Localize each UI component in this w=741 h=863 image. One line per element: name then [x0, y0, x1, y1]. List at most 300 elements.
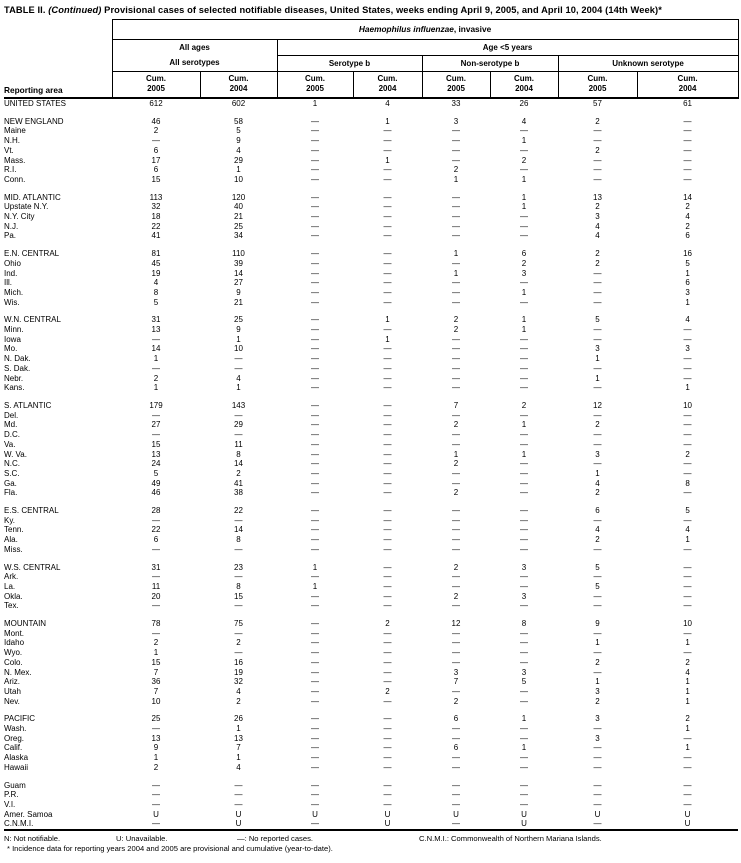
value-cell: 25: [234, 221, 243, 231]
reporting-area-cell: S. Dak.: [4, 363, 31, 373]
value-cell: 28: [151, 506, 161, 516]
value-cell: —: [311, 724, 319, 734]
value-cell: —: [452, 430, 460, 440]
value-cell: U: [235, 819, 242, 829]
col-header-cum-2004: Cum. 2004: [637, 72, 738, 99]
value-cell: 49: [151, 478, 161, 488]
value-cell: 2: [595, 420, 600, 430]
value-cell: —: [311, 714, 319, 724]
col-header-cum-2005: Cum. 2005: [558, 72, 637, 99]
value-cell: 1: [385, 155, 390, 165]
value-cell: —: [593, 268, 602, 278]
value-cell: —: [593, 762, 602, 772]
value-cell: —: [383, 601, 392, 611]
value-cell: —: [234, 363, 243, 373]
value-cell: —: [152, 334, 160, 344]
value-cell: 5: [153, 297, 159, 307]
value-cell: —: [593, 753, 602, 763]
value-cell: 46: [151, 488, 161, 498]
value-cell: —: [452, 780, 460, 790]
value-cell: —: [593, 628, 602, 638]
table-row: [4, 401, 738, 411]
value-cell: —: [311, 790, 319, 800]
value-cell: 143: [231, 400, 246, 410]
value-cell: 5: [595, 315, 600, 325]
value-cell: 14: [234, 459, 243, 469]
value-cell: —: [452, 762, 460, 772]
value-cell: —: [383, 525, 392, 535]
table-row: [4, 687, 738, 697]
value-cell: 32: [151, 202, 161, 212]
value-cell: —: [152, 819, 160, 829]
table-row: [4, 259, 738, 269]
value-cell: —: [683, 325, 692, 335]
value-cell: —: [683, 410, 692, 420]
reporting-area-cell: Wis.: [4, 297, 20, 307]
table-title-number: TABLE II.: [4, 5, 46, 15]
value-cell: 39: [234, 258, 243, 268]
value-cell: 10: [234, 174, 243, 184]
value-cell: 32: [234, 677, 243, 687]
table-row: [4, 278, 738, 288]
value-cell: 2: [595, 488, 600, 498]
section-gap: [4, 307, 738, 315]
reporting-area-cell: V.I.: [4, 800, 16, 809]
table-row: [4, 364, 738, 374]
value-cell: —: [383, 743, 392, 753]
value-cell: —: [311, 572, 319, 582]
value-cell: 120: [231, 192, 246, 202]
value-cell: 7: [453, 677, 459, 687]
value-cell: —: [234, 544, 243, 554]
col-header-cum-2004: Cum. 2004: [200, 72, 277, 99]
value-cell: —: [593, 278, 602, 288]
reporting-area-cell: N.H.: [4, 136, 20, 146]
value-cell: 2: [685, 449, 690, 459]
value-cell: 2: [453, 325, 459, 335]
footnote-not-notifiable: N: Not notifiable.: [4, 834, 61, 844]
value-cell: —: [593, 383, 602, 393]
value-cell: —: [383, 344, 392, 354]
value-cell: 8: [236, 449, 241, 459]
reporting-area-cell: E.N. CENTRAL: [4, 249, 60, 259]
value-cell: —: [520, 733, 528, 743]
value-cell: —: [152, 430, 160, 440]
value-cell: 2: [453, 488, 459, 498]
value-cell: —: [311, 449, 319, 459]
value-cell: —: [311, 410, 319, 420]
value-cell: 1: [521, 449, 527, 459]
value-cell: —: [234, 780, 243, 790]
value-cell: —: [452, 581, 460, 591]
value-cell: —: [311, 174, 319, 184]
value-cell: 4: [685, 315, 690, 325]
table-row: [4, 545, 738, 555]
disease-header: [112, 20, 738, 40]
value-cell: —: [234, 800, 243, 809]
value-cell: —: [593, 601, 602, 611]
value-cell: —: [452, 601, 460, 611]
value-cell: —: [383, 591, 392, 601]
value-cell: —: [311, 212, 319, 222]
value-cell: —: [683, 628, 692, 638]
value-cell: 41: [234, 478, 243, 488]
table-row: [4, 440, 738, 450]
value-cell: 22: [234, 506, 243, 516]
value-cell: —: [520, 525, 528, 535]
value-cell: —: [311, 221, 319, 231]
value-cell: —: [520, 165, 528, 175]
value-cell: 12: [451, 619, 461, 629]
value-cell: —: [683, 780, 692, 790]
value-cell: 13: [151, 733, 161, 743]
table-row: [4, 450, 738, 460]
table-body: [4, 98, 738, 830]
value-cell: —: [234, 515, 243, 525]
value-cell: —: [683, 116, 692, 126]
reporting-area-cell: N.J.: [4, 221, 19, 231]
value-cell: U: [384, 809, 391, 819]
value-cell: 10: [683, 400, 692, 410]
value-cell: —: [152, 628, 160, 638]
value-cell: 1: [685, 383, 690, 393]
value-cell: —: [383, 383, 392, 393]
value-cell: —: [452, 800, 460, 809]
value-cell: —: [593, 297, 602, 307]
value-cell: 1: [595, 638, 600, 648]
value-cell: 40: [234, 202, 243, 212]
value-cell: 25: [151, 714, 161, 724]
value-cell: —: [452, 439, 460, 449]
value-cell: 2: [521, 155, 527, 165]
value-cell: 1: [312, 99, 318, 108]
value-cell: 2: [595, 258, 600, 268]
value-cell: 1: [521, 325, 527, 335]
value-cell: —: [520, 628, 528, 638]
value-cell: —: [383, 638, 392, 648]
value-cell: 2: [521, 400, 527, 410]
value-cell: —: [520, 601, 528, 611]
value-cell: 31: [151, 315, 161, 325]
value-cell: 11: [151, 581, 161, 591]
reporting-area-cell: Fla.: [4, 488, 18, 498]
table-row: [4, 325, 738, 335]
value-cell: —: [520, 334, 528, 344]
reporting-area-cell: Ariz.: [4, 677, 20, 687]
value-cell: —: [593, 287, 602, 297]
reporting-area-cell: Pa.: [4, 231, 17, 241]
value-cell: 602: [231, 99, 246, 108]
value-cell: —: [593, 724, 602, 734]
value-cell: —: [383, 468, 392, 478]
value-cell: —: [452, 354, 460, 364]
value-cell: 1: [521, 136, 527, 146]
value-cell: —: [683, 165, 692, 175]
value-cell: 1: [595, 354, 600, 364]
value-cell: 3: [595, 212, 600, 222]
value-cell: —: [520, 648, 528, 658]
value-cell: —: [520, 515, 528, 525]
reporting-area-cell: Conn.: [4, 174, 26, 184]
value-cell: —: [683, 334, 692, 344]
footnote-unavailable: U: Unavailable.: [116, 834, 168, 844]
table-title-text: Provisional cases of selected notifiable diseases, United States, weeks ending April 9, 2005, and April 10, 2004: [104, 5, 603, 15]
value-cell: 7: [453, 400, 459, 410]
value-cell: —: [683, 762, 692, 772]
reporting-area-cell: Md.: [4, 420, 18, 430]
value-cell: —: [683, 648, 692, 658]
value-cell: —: [593, 780, 602, 790]
value-cell: 2: [685, 714, 690, 724]
value-cell: 3: [595, 344, 600, 354]
value-cell: —: [452, 686, 460, 696]
value-cell: —: [683, 515, 692, 525]
table-row: [4, 98, 738, 109]
value-cell: —: [311, 488, 319, 498]
value-cell: —: [452, 221, 460, 231]
value-cell: —: [520, 439, 528, 449]
value-cell: 1: [685, 686, 690, 696]
value-cell: 1: [685, 743, 690, 753]
value-cell: —: [383, 488, 392, 498]
reporting-area-cell: S.C.: [4, 468, 20, 478]
value-cell: —: [383, 449, 392, 459]
value-cell: 2: [595, 145, 600, 155]
value-cell: 1: [595, 677, 600, 687]
value-cell: 9: [236, 287, 241, 297]
reporting-area-cell: Tenn.: [4, 525, 24, 535]
section-gap: [4, 555, 738, 563]
value-cell: —: [383, 249, 392, 259]
value-cell: 3: [595, 686, 600, 696]
value-cell: 1: [685, 677, 690, 687]
value-cell: —: [383, 212, 392, 222]
reporting-area-cell: Mich.: [4, 287, 24, 297]
value-cell: 22: [151, 525, 161, 535]
value-cell: —: [383, 165, 392, 175]
col-header-cum-2004: Cum. 2004: [490, 72, 558, 99]
value-cell: —: [311, 165, 319, 175]
reporting-area-cell: Hawaii: [4, 762, 29, 772]
value-cell: 15: [151, 439, 161, 449]
value-cell: —: [311, 278, 319, 288]
section-gap: [4, 611, 738, 619]
value-cell: 41: [151, 231, 161, 241]
value-cell: —: [311, 478, 319, 488]
value-cell: 7: [153, 686, 159, 696]
value-cell: 2: [385, 619, 390, 629]
value-cell: 1: [385, 334, 390, 344]
value-cell: U: [153, 809, 159, 819]
value-cell: —: [520, 686, 528, 696]
value-cell: —: [383, 126, 392, 136]
value-cell: 4: [595, 478, 600, 488]
value-cell: —: [311, 420, 319, 430]
value-cell: 13: [151, 325, 161, 335]
value-cell: —: [311, 638, 319, 648]
table-row: [4, 668, 738, 678]
value-cell: —: [520, 790, 528, 800]
value-cell: —: [383, 231, 392, 241]
value-cell: —: [683, 790, 692, 800]
value-cell: —: [383, 202, 392, 212]
value-cell: 4: [521, 116, 527, 126]
value-cell: —: [383, 535, 392, 545]
reporting-area-cell: W. Va.: [4, 449, 27, 459]
value-cell: —: [452, 287, 460, 297]
value-cell: —: [593, 743, 602, 753]
value-cell: —: [452, 383, 460, 393]
value-cell: —: [593, 591, 602, 601]
value-cell: —: [520, 762, 528, 772]
reporting-area-cell: Calif.: [4, 743, 23, 753]
table-row: [4, 734, 738, 744]
value-cell: 3: [685, 287, 690, 297]
value-cell: —: [234, 430, 243, 440]
value-cell: 1: [236, 383, 241, 393]
reporting-area-cell: Ga.: [4, 478, 17, 488]
value-cell: 45: [151, 258, 161, 268]
value-cell: —: [383, 192, 392, 202]
value-cell: —: [452, 145, 460, 155]
value-cell: 14: [234, 525, 243, 535]
value-cell: —: [152, 136, 160, 146]
value-cell: 4: [595, 231, 600, 241]
value-cell: —: [520, 344, 528, 354]
value-cell: —: [452, 724, 460, 734]
value-cell: —: [593, 363, 602, 373]
table-row: [4, 506, 738, 516]
value-cell: 8: [236, 535, 241, 545]
value-cell: 6: [153, 145, 159, 155]
value-cell: —: [311, 544, 319, 554]
value-cell: —: [452, 535, 460, 545]
reporting-area-cell: Ill.: [4, 278, 12, 288]
reporting-area-cell: Ala.: [4, 535, 18, 545]
value-cell: —: [593, 572, 602, 582]
group-header-all-ages: All ages: [112, 40, 277, 56]
value-cell: 5: [236, 126, 241, 136]
value-cell: —: [452, 819, 460, 829]
disease-name-italic: Haemophilus influenzae: [358, 23, 454, 34]
col-header-cum-2005: Cum. 2005: [422, 72, 490, 99]
table-row: [4, 469, 738, 479]
value-cell: 2: [453, 591, 459, 601]
value-cell: —: [452, 790, 460, 800]
value-cell: —: [383, 439, 392, 449]
table-row: [4, 117, 738, 127]
table-row: [4, 175, 738, 185]
value-cell: 179: [149, 400, 163, 410]
value-cell: 4: [236, 145, 241, 155]
value-cell: 1: [453, 174, 459, 184]
value-cell: 3: [453, 667, 459, 677]
value-cell: —: [311, 628, 319, 638]
value-cell: —: [383, 800, 392, 809]
value-cell: 10: [151, 696, 161, 706]
value-cell: 12: [593, 400, 602, 410]
value-cell: 14: [683, 192, 692, 202]
table-row: [4, 212, 738, 222]
value-cell: 8: [685, 478, 690, 488]
value-cell: —: [311, 506, 319, 516]
value-cell: —: [520, 221, 528, 231]
value-cell: —: [593, 667, 602, 677]
value-cell: —: [311, 753, 319, 763]
col-header-cum-2005: Cum. 2005: [112, 72, 200, 99]
value-cell: 8: [236, 581, 241, 591]
reporting-area-cell: Iowa: [4, 334, 21, 344]
value-cell: 1: [153, 753, 159, 763]
value-cell: 27: [234, 278, 243, 288]
value-cell: 46: [151, 116, 161, 126]
value-cell: 18: [151, 212, 161, 222]
value-cell: —: [383, 780, 392, 790]
value-cell: —: [383, 136, 392, 146]
reporting-area-cell: Ind.: [4, 268, 18, 278]
value-cell: 5: [595, 581, 600, 591]
value-cell: 1: [385, 116, 390, 126]
value-cell: —: [383, 657, 392, 667]
value-cell: 2: [153, 126, 159, 136]
value-cell: —: [383, 373, 392, 383]
value-cell: —: [311, 116, 319, 126]
value-cell: 1: [521, 192, 527, 202]
value-cell: 9: [153, 743, 159, 753]
value-cell: —: [311, 743, 319, 753]
reporting-area-header: Reporting area: [4, 20, 112, 99]
table-row: [4, 269, 738, 279]
reporting-area-cell: Amer. Samoa: [4, 809, 53, 819]
value-cell: 6: [153, 535, 159, 545]
table-row: [4, 315, 738, 325]
value-cell: —: [311, 459, 319, 469]
value-cell: —: [520, 354, 528, 364]
value-cell: —: [311, 439, 319, 449]
value-cell: —: [452, 468, 460, 478]
reporting-area-cell: PACIFIC: [4, 714, 35, 724]
table-row: [4, 572, 738, 582]
value-cell: —: [311, 696, 319, 706]
value-cell: —: [593, 325, 602, 335]
value-cell: —: [683, 354, 692, 364]
value-cell: 4: [236, 373, 241, 383]
value-cell: —: [234, 790, 243, 800]
value-cell: 3: [521, 667, 527, 677]
value-cell: —: [152, 790, 160, 800]
value-cell: 36: [151, 677, 161, 687]
value-cell: —: [593, 155, 602, 165]
value-cell: —: [383, 677, 392, 687]
reporting-area-cell: MID. ATLANTIC: [4, 192, 61, 202]
value-cell: 2: [685, 657, 690, 667]
table-row: [4, 810, 738, 820]
col-header-cum-2005: Cum. 2005: [277, 72, 353, 99]
reporting-area-cell: Tex.: [4, 601, 19, 611]
value-cell: 1: [685, 724, 690, 734]
value-cell: —: [452, 136, 460, 146]
value-cell: 3: [595, 733, 600, 743]
value-cell: 4: [236, 686, 241, 696]
value-cell: 1: [312, 581, 318, 591]
value-cell: 24: [151, 459, 161, 469]
value-cell: —: [234, 354, 243, 364]
value-cell: —: [683, 800, 692, 809]
value-cell: U: [453, 809, 459, 819]
value-cell: —: [383, 762, 392, 772]
value-cell: —: [452, 525, 460, 535]
reporting-area-cell: Upstate N.Y.: [4, 202, 49, 212]
